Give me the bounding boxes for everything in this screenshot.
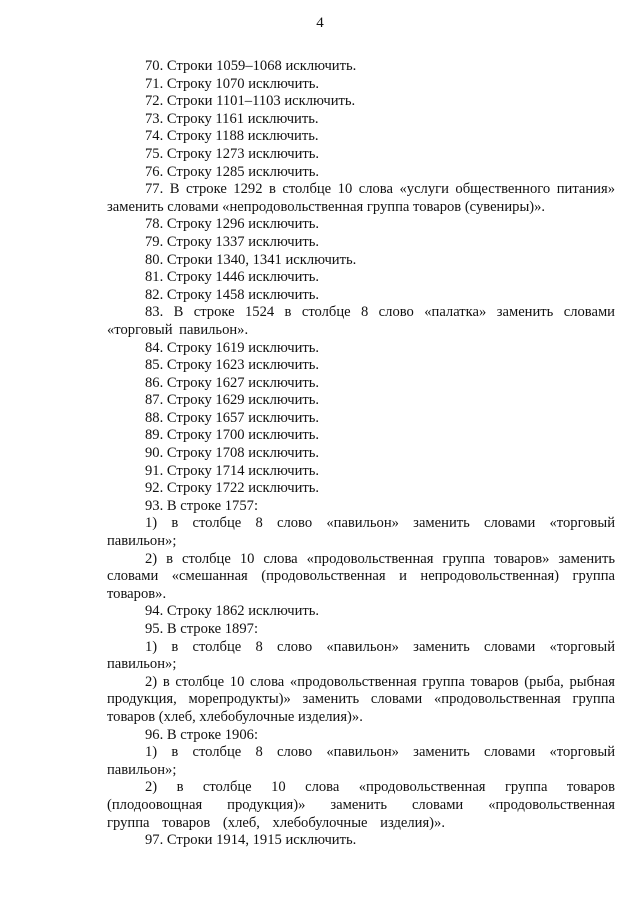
list-item: 73. Строку 1161 исключить.	[145, 110, 319, 127]
list-item: 74. Строку 1188 исключить.	[145, 128, 319, 145]
page-number: 4	[316, 15, 324, 31]
list-item: 70. Строки 1059–1068 исключить.	[145, 58, 357, 74]
list-item: 77. В строке 1292 в столбце 10 слова «услуги общественного питания» заменить словами «непродовольственная группа товаров (сувениры)».	[107, 181, 615, 215]
list-item: 94. Строку 1862 исключить.	[145, 603, 320, 620]
list-item: 76. Строку 1285 исключить.	[145, 163, 320, 180]
list-item: 78. Строку 1296 исключить.	[145, 216, 320, 233]
list-item: 89. Строку 1700 исключить.	[145, 427, 320, 444]
list-item: 95. В строке 1897:	[145, 621, 258, 637]
list-item: 80. Строки 1340, 1341 исключить.	[145, 251, 357, 268]
list-item: 93. В строке 1757:	[145, 497, 258, 514]
list-item: 71. Строку 1070 исключить.	[145, 75, 320, 92]
list-item: 96. В строке 1906:	[145, 726, 258, 743]
list-item: 1) в столбце 8 слово «павильон» заменить словами «торговый павильон»;	[107, 638, 615, 673]
list-item: 87. Строку 1629 исключить.	[145, 392, 320, 409]
list-item: 84. Строку 1619 исключить.	[145, 339, 320, 356]
list-item: 83. В строке 1524 в столбце 8 слово «палатка» заменить словами «торговый павильон».	[107, 304, 615, 338]
list-item: 1) в столбце 8 слово «павильон» заменить словами «торговый павильон»;	[107, 744, 615, 778]
list-item: 2) в столбце 10 слова «продовольственная группа товаров (плодоовощная продукция)» заменить словами «продовольственная группа товаров (хлеб, хлебобулочные изделия)».	[107, 779, 615, 831]
list-item: 82. Строку 1458 исключить.	[145, 286, 320, 303]
list-item: 72. Строки 1101–1103 исключить.	[145, 93, 356, 110]
list-item: 1) в столбце 8 слово «павильон» заменить словами «торговый павильон»;	[107, 515, 615, 550]
list-item: 97. Строки 1914, 1915 исключить.	[145, 832, 357, 849]
list-item: 2) в столбце 10 слова «продовольственная группа товаров» заменить словами «смешанная (продовольственная и непродовольственная) группа товаров».	[107, 550, 615, 602]
list-item: 86. Строку 1627 исключить.	[145, 374, 320, 391]
list-item: 88. Строку 1657 исключить.	[145, 409, 320, 426]
list-item: 85. Строку 1623 исключить.	[145, 357, 320, 374]
list-item: 75. Строку 1273 исключить.	[145, 145, 320, 162]
list-item: 79. Строку 1337 исключить.	[145, 233, 320, 250]
list-item: 92. Строку 1722 исключить.	[145, 480, 320, 497]
list-item: 91. Строку 1714 исключить.	[145, 462, 320, 479]
list-item: 81. Строку 1446 исключить.	[145, 269, 320, 286]
list-item: 2) в столбце 10 слова «продовольственная группа товаров (рыба, рыбная продукция, морепродукты)» заменить словами «продовольственная группа товаров (хлеб, хлебобулочные изделия)».	[107, 673, 615, 725]
list-item: 90. Строку 1708 исключить.	[145, 445, 320, 462]
document-body	[107, 58, 615, 850]
